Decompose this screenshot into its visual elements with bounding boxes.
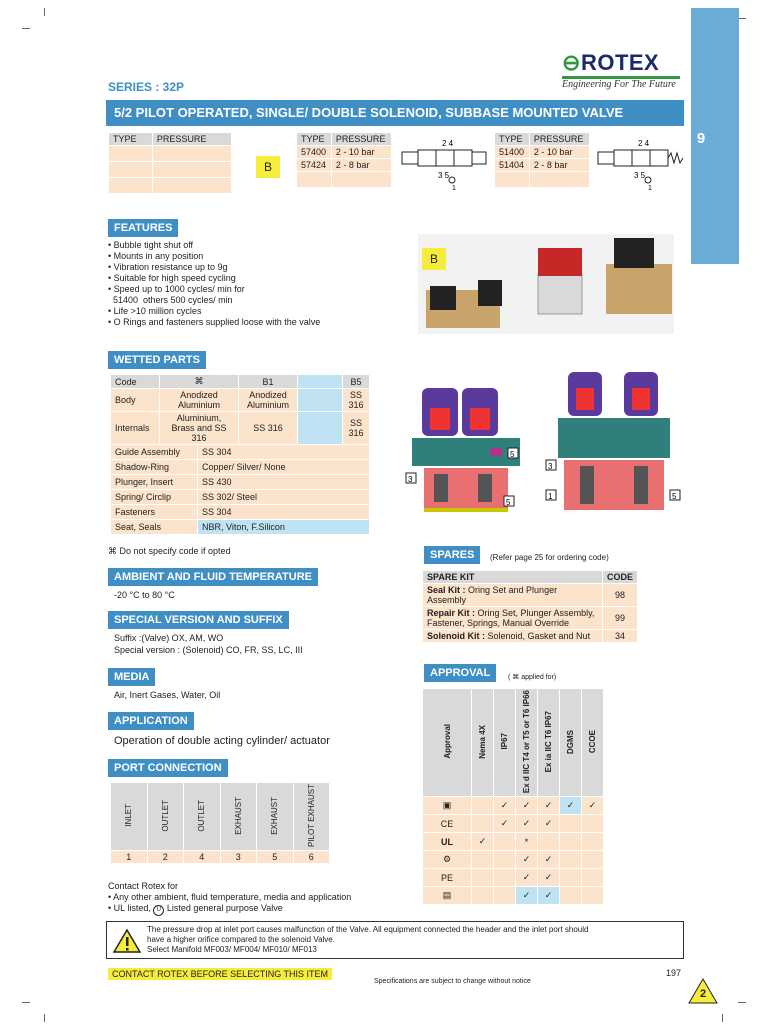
valve-symbol-double [594,136,686,192]
series-label: SERIES : 32P [108,80,185,94]
chapter-number: 9 [696,130,706,147]
symbol-ports-bottom: 3 5 [438,171,450,180]
svg-text:3: 3 [548,462,553,471]
ul-listed-icon: U [153,905,164,916]
cross-section-single [404,378,528,518]
crop-mark [722,1014,723,1022]
contact-line-1: • Any other ambient, fluid temperature, media and application [108,892,352,902]
application-text: Operation of double acting cylinder/ actuator [114,735,330,747]
ambient-text: -20 °C to 80 °C [114,590,175,600]
rotex-logo [562,50,682,90]
list-item: 51400 others 500 cycles/ min [108,295,233,305]
crop-mark [44,8,45,16]
port-connection-heading: PORT CONNECTION [108,759,228,777]
cross-section-double [544,368,684,520]
port-connection-table: INLET OUTLET OUTLET EXHAUST EXHAUST PILOT EXHAUST 1 2 4 3 5 6 [110,782,330,864]
approval-icon-row-4: ⚙ [423,851,472,869]
approval-icon-row-6: ▤ [423,887,472,905]
warning-text: The pressure drop at inlet port causes malfunction of the Valve. All equipment connected the header and the inlet port should have a higher orifice compared to the solenoid Valve. Select Manifold MF003/ MF004/ MF010/ MF013 [147,925,589,954]
approval-icon-row-1: ▣ [423,797,472,815]
col-type: TYPE [109,133,153,146]
wetted-footnote: ⌘ Do not specify code if opted [108,546,231,556]
crop-mark [22,1002,30,1003]
ce-mark-icon: CE [423,815,472,833]
logo-tagline: Engineering For The Future [562,79,676,90]
special-heading: SPECIAL VERSION AND SUFFIX [108,611,289,629]
badge-b: B [256,156,280,178]
svg-text:3: 3 [408,475,413,484]
list-item: • Speed up to 1000 cycles/ min for [108,284,245,294]
media-heading: MEDIA [108,668,155,686]
approval-icon-row-5: PE [423,869,472,887]
symbol-ports-top: 2 4 [442,139,454,148]
type-table-empty [108,132,232,194]
list-item: • O Rings and fasteners supplied loose with the valve [108,317,321,327]
spec-notice: Specifications are subject to change without notice [374,978,531,985]
col-pressure: PRESSURE [152,133,231,146]
warning-note-box [106,921,684,959]
page-title: 5/2 PILOT OPERATED, SINGLE/ DOUBLE SOLENOID, SUBBASE MOUNTED VALVE [106,100,684,126]
valve-symbol-single [398,136,490,192]
list-item: • Bubble tight shut off [108,240,194,250]
media-text: Air, Inert Gases, Water, Oil [114,690,221,700]
wetted-parts-heading: WETTED PARTS [108,351,206,369]
crop-mark [44,1014,45,1022]
valve-photo-illustration [418,234,674,334]
page-number: 197 [666,968,682,978]
svg-text:1: 1 [648,185,652,192]
svg-text:1: 1 [452,185,456,192]
svg-text:1: 1 [548,492,553,501]
product-photo [418,234,674,334]
contact-line-2: • UL listed, U Listed general purpose Valve [108,903,283,916]
approval-applied-note: ( ⌘ applied for) [508,674,557,681]
features-heading: FEATURES [108,219,178,237]
spares-reference: (Refer page 25 for ordering code) [490,553,609,562]
crop-mark [22,28,30,29]
approval-heading: APPROVAL [424,664,496,682]
special-line-1: Suffix :(Valve) OX, AM, WO [114,633,224,643]
list-item: • Vibration resistance up to 9g [108,262,228,272]
svg-text:5: 5 [672,492,677,501]
svg-text:2 4: 2 4 [638,139,650,148]
features-list [108,240,408,328]
photo-badge: B [422,248,446,270]
svg-text:3 5: 3 5 [634,171,646,180]
list-item: • Life >10 million cycles [108,306,202,316]
spares-table: SPARE KIT CODE Seal Kit : Oring Set and Plunger Assembly 98 Repair Kit : Oring Set, Plunger Assembly, Fastener, Springs, Manual Override 99 Solenoid Kit : Solenoid, Gasket and Nut 34 [422,570,638,643]
warning-icon [113,928,141,954]
logo-text: ROTEX [580,50,660,75]
svg-text:5: 5 [510,450,515,459]
corner-badge-number: 2 [699,988,707,1000]
wetted-parts-table: Code ⌘ B1 B5 Body Anodized Aluminium Anodized Aluminium SS 316 Internals Aluminium, Brass and SS 316 SS 316 SS 316 [110,374,370,445]
logo-mark-icon: ⊖ [562,50,581,75]
ul-mark-icon: UL [423,833,472,851]
crop-mark [738,18,746,19]
list-item: • Mounts in any position [108,251,204,261]
ambient-heading: AMBIENT AND FLUID TEMPERATURE [108,568,318,586]
type-table-double: TYPE PRESSURE 51400 2 - 10 bar 51404 2 - 8 bar [494,132,590,188]
wetted-parts-materials: Guide Assembly SS 304 Shadow-Ring Copper/ Silver/ None Plunger, Insert SS 430 Spring/ Circlip SS 302/ Steel Fasteners SS 304 Seat, Seals NBR, Viton, F.Silicon [110,444,370,535]
svg-text:5: 5 [506,498,511,507]
type-table-single: TYPE PRESSURE 57400 2 - 10 bar 57424 2 - 8 bar [296,132,392,188]
approval-table: Approval Nema 4X IP67 Ex d IIC T4 or T5 or T6 IP66 Ex ia IIC T6 IP67 DGMS CCOE ▣ ✓ ✓ ✓ ✓ ✓ CE ✓ ✓ ✓ UL ✓ * ⚙ ✓ ✓ PE ✓ ✓ ▤ ✓ ✓ [422,688,604,905]
application-heading: APPLICATION [108,712,194,730]
special-line-2: Special version : (Solenoid) CO, FR, SS, LC, III [114,645,303,655]
spares-heading: SPARES [424,546,480,564]
crop-mark [738,1002,746,1003]
list-item: • Suitable for high speed cycling [108,273,236,283]
contact-intro: Contact Rotex for [108,881,179,891]
contact-warning-label: CONTACT ROTEX BEFORE SELECTING THIS ITEM [108,968,332,980]
